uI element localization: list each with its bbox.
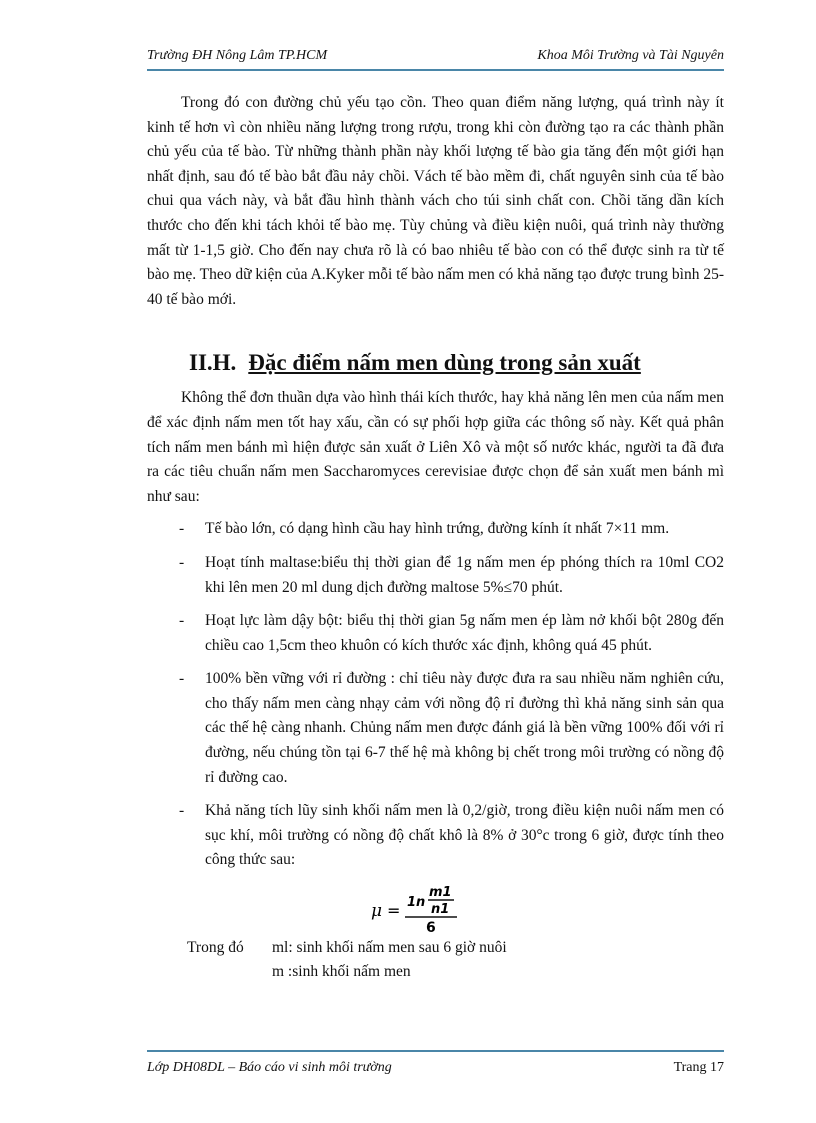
formula-divisor: 6 — [426, 920, 436, 935]
header-school: Trường ĐH Nông Lâm TP.HCM — [147, 48, 328, 63]
header-faculty: Khoa Môi Trường và Tài Nguyên — [537, 48, 724, 63]
section-heading — [147, 348, 724, 378]
page-header — [147, 48, 724, 68]
list-dash: - — [179, 520, 185, 538]
criteria-list — [147, 517, 724, 873]
list-item — [147, 551, 724, 600]
formula-legend — [147, 936, 724, 986]
list-item — [147, 799, 724, 873]
footer-class: Lớp DH08DL – Báo cáo vi sinh môi trường — [147, 1060, 392, 1075]
list-item-text: Hoạt tính maltase:biểu thị thời gian để 1g nấm men ép phóng thích ra 10ml CO2 khi lên men 20 ml dung dịch đường maltose 5%≤70 phút. — [205, 553, 724, 596]
list-dash: - — [179, 553, 185, 571]
list-item-text: Tế bào lớn, có dạng hình cầu hay hình trứng, đường kính ít nhất 7×11 mm. — [205, 520, 670, 538]
list-item-text: Khả năng tích lũy sinh khối nấm men là 0,2/giờ, trong điều kiện nuôi nấm men có sục khí, môi trường có nồng độ chất khô là 8% ở 30°c trong 6 giờ, được tính theo công thức sau: — [205, 802, 724, 869]
formula-equals: = — [387, 901, 401, 921]
list-dash: - — [179, 670, 185, 688]
section-paragraph: Không thể đơn thuần dựa vào hình thái kích thước, hay khả năng lên men của nấm men để xác định nấm men tốt hay xấu, cần có sự phối hợp giữa các thông số này. Kết quả phân tích nấm men bánh mì hiện được sản xuất ở Liên Xô và một số nước khác, người ta đã đưa ra các tiêu chuẩn nấm men Saccharomyces cerevisiae được chọn để sản xuất men bánh mì như sau: — [147, 389, 724, 505]
header-rule — [147, 69, 724, 71]
legend-label: Trong đó — [187, 939, 244, 957]
formula-denominator: n1 — [431, 902, 450, 918]
formula-graphic — [369, 882, 479, 934]
page-body — [147, 91, 724, 986]
section-number: II.H. — [189, 350, 237, 376]
page-number: Trang 17 — [673, 1060, 724, 1075]
list-dash: - — [179, 802, 185, 820]
list-item-text: 100% bền vững với rỉ đường : chỉ tiêu này được đưa ra sau nhiều năm nghiên cứu, cho thấy nấm men càng nhạy cảm với nồng độ rỉ đường thì khả năng sinh sản qua các thế hệ càng nhanh. Chủng nấm men được đánh giá là bền vững 100% đối với rỉ đường, nếu chúng tồn tại 6-7 thế hệ mà không bị chết trong môi trường có nồng độ rỉ đường cao. — [205, 670, 724, 786]
footer-rule — [147, 1050, 724, 1052]
formula-mu: μ — [371, 901, 383, 922]
list-item — [147, 667, 724, 790]
list-item — [147, 517, 724, 542]
legend-line-2: m :sinh khối nấm men — [272, 963, 411, 981]
list-item-text: Hoạt lực làm dậy bột: biểu thị thời gian 5g nấm men ép làm nở khối bột 280g đến chiều cao 1,5cm theo khuôn có kích thước xác định, không quá 45 phút. — [205, 612, 724, 654]
formula-ln: 1n — [407, 895, 426, 911]
list-dash: - — [179, 612, 185, 630]
section-title: Đặc điểm nấm men dùng trong sản xuất — [248, 350, 641, 376]
intro-paragraph: Trong đó con đường chủ yếu tạo cồn. Theo quan điểm năng lượng, quá trình này ít kinh tế hơn vì còn nhiều năng lượng trong rượu, trong khi còn đường tạo ra các thành phần chủ yếu của tế bào. Từ những thành phần này khối lượng tế bào gia tăng đến một giới hạn nhất định, sau đó tế bào bắt đầu nảy chồi. Vách tế bào mềm đi, chất nguyên sinh của tế bào chui qua vách này, và bắt đầu hình thành vách cho túi sinh chất con. Chồi tăng dần kích thước cho đến khi tách khỏi tế bào mẹ. Tùy chủng và điều kiện nuôi, quá trình này thường mất từ 1-1,5 giờ. Cho đến nay chưa rõ là có bao nhiêu tế bào con có thể được sinh ra từ tế bào mẹ. Theo dữ kiện của A.Kyker mỗi tế bào nấm men có khả năng tạo được trung bình 25-40 tế bào mới. — [147, 94, 724, 308]
list-item — [147, 609, 724, 658]
formula-numerator: m1 — [429, 885, 452, 901]
growth-rate-formula — [147, 882, 724, 935]
legend-line-1: ml: sinh khối nấm men sau 6 giờ nuôi — [272, 939, 507, 957]
